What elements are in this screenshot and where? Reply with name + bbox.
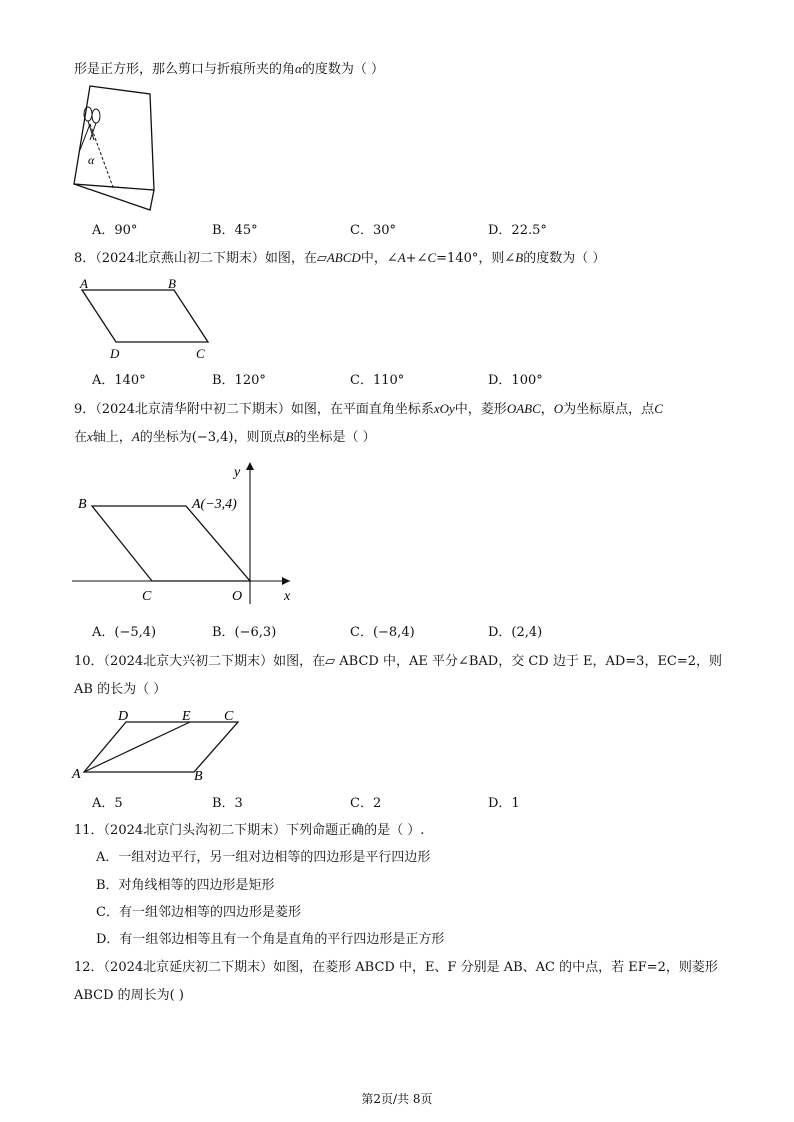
q9-option-d: D．(2,4) bbox=[488, 625, 543, 640]
q10-option-d: D．1 bbox=[488, 796, 520, 811]
q12-stem-line1: 12．（2024北京延庆初二下期末）如图，在菱形 ABCD 中，E、F 分别是 AB、AC 的中点，若 EF=2，则菱形 bbox=[74, 960, 718, 975]
q8-option-d: D．100° bbox=[488, 373, 543, 388]
q11-option-b: B．对角线相等的四边形是矩形 bbox=[96, 878, 275, 893]
q10-stem-line1: 10．（2024北京大兴初二下期末）如图，在▱ ABCD 中，AE 平分∠BAD，交 CD 边于 E，AD=3，EC=2，则 bbox=[74, 654, 723, 669]
q11-option-d: D．有一组邻边相等且有一个角是直角的平行四边形是正方形 bbox=[96, 932, 445, 947]
q8-label-b: B bbox=[168, 276, 176, 291]
q10-label-d: D bbox=[118, 709, 129, 724]
q7-option-c: C．30° bbox=[350, 223, 396, 238]
q9-figure bbox=[68, 458, 308, 612]
q7-option-d: D．22.5° bbox=[488, 223, 547, 238]
q8-label-c: C bbox=[196, 346, 205, 361]
q11-option-c: C．有一组邻边相等的四边形是菱形 bbox=[96, 905, 301, 920]
q8-figure bbox=[74, 274, 224, 370]
page-footer: 第2页/共 8页 bbox=[361, 1092, 433, 1106]
q8-label-a: A bbox=[80, 276, 88, 291]
q9-label-a: A(−3,4) bbox=[192, 497, 237, 512]
q9-label-x: x bbox=[284, 589, 291, 604]
q10-label-c: C bbox=[224, 709, 234, 724]
q10-label-b: B bbox=[194, 769, 203, 784]
q9-option-b: B．(−6,3) bbox=[212, 625, 277, 640]
q10-stem-line2: AB 的长为（ ） bbox=[74, 682, 167, 697]
q9-label-o: O bbox=[232, 589, 243, 604]
q9-option-a: A．(−5,4) bbox=[92, 625, 157, 640]
q11-stem: 11．（2024北京门头沟初二下期末）下列命题正确的是（ ）. bbox=[74, 823, 425, 838]
q10-figure bbox=[70, 704, 250, 788]
q11-option-a: A．一组对边平行，另一组对边相等的四边形是平行四边形 bbox=[96, 850, 431, 865]
q9-label-y: y bbox=[234, 465, 241, 480]
q9-option-c: C．(−8,4) bbox=[350, 625, 415, 640]
q7-figure bbox=[68, 82, 168, 220]
q10-option-c: C．2 bbox=[350, 796, 382, 811]
q12-stem-line2: ABCD 的周长为( ) bbox=[74, 988, 184, 1003]
q10-option-b: B．3 bbox=[212, 796, 243, 811]
q10-label-e: E bbox=[182, 709, 191, 724]
q7-option-b: B．45° bbox=[212, 223, 258, 238]
q7-stem: 形是正方形，那么剪口与折痕所夹的角α的度数为（ ） bbox=[74, 61, 384, 77]
q10-option-a: A．5 bbox=[92, 796, 123, 811]
q9-stem-line2: 在x轴上，A的坐标为(−3,4)，则顶点B的坐标是（ ） bbox=[74, 429, 376, 445]
q8-option-c: C．110° bbox=[350, 373, 405, 388]
q9-label-b: B bbox=[78, 497, 87, 512]
q10-label-a: A bbox=[72, 767, 81, 782]
q7-option-a: A．90° bbox=[92, 223, 138, 238]
q8-label-d: D bbox=[110, 346, 120, 361]
q7-angle-label: α bbox=[88, 153, 95, 167]
q8-option-a: A．140° bbox=[92, 373, 146, 388]
q8-stem: 8．（2024北京燕山初二下期末）如图，在▱ABCD中，∠A+∠C=140°，则∠B的度数为（ ） bbox=[74, 250, 606, 266]
q9-label-c: C bbox=[142, 589, 152, 604]
q8-option-b: B．120° bbox=[212, 373, 266, 388]
q9-stem-line1: 9．（2024北京清华附中初二下期末）如图，在平面直角坐标系xOy中，菱形OABC，O为坐标原点，点C bbox=[74, 401, 663, 417]
